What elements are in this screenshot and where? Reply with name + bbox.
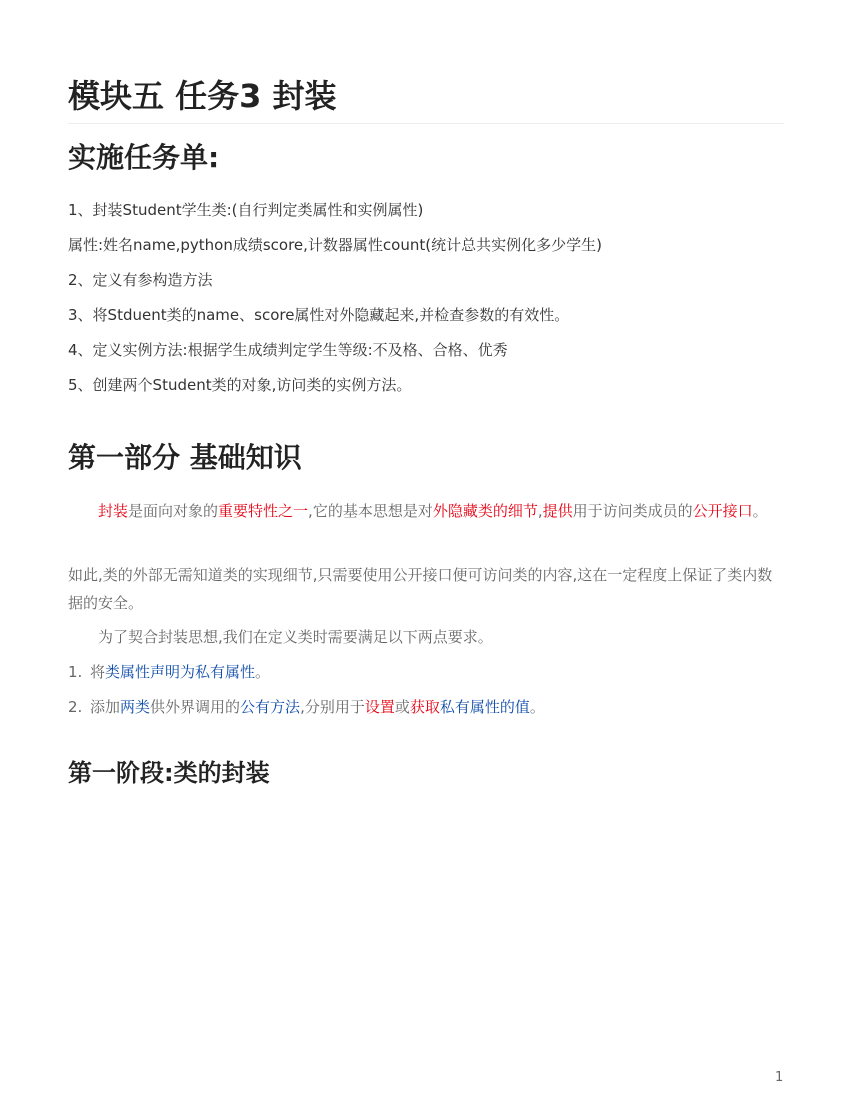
body-text: 供外界调用的 [150, 698, 241, 716]
paragraph-requirements-intro: 为了契合封装思想,我们在定义类时需要满足以下两点要求。 [98, 628, 493, 646]
body-text: 。 [529, 698, 545, 716]
highlight-text: 公有方法 [240, 698, 301, 716]
body-text: ,它的基本思想是对 [308, 502, 433, 520]
title-divider [68, 123, 784, 124]
highlight-text: 类属性声明为私有属性 [105, 663, 256, 681]
section1-heading: 第一部分 基础知识 [68, 441, 302, 474]
highlight-text: 公开接口 [692, 502, 753, 520]
task-line-5: 4、定义实例方法:根据学生成绩判定学生等级:不及格、合格、优秀 [68, 341, 508, 359]
highlight-text: 获取 [409, 698, 440, 716]
body-text: 用于访问类成员的 [572, 502, 693, 520]
highlight-text: 私有属性的值 [439, 698, 530, 716]
task-line-3: 2、定义有参构造方法 [68, 271, 213, 289]
highlight-text: 外隐藏类的细节 [432, 502, 538, 520]
highlight-text: 设置 [364, 698, 395, 716]
paragraph-data-security: 如此,类的外部无需知道类的实现细节,只需要使用公开接口便可访问类的内容,这在一定程度上保证了类内数据的安全。 [68, 566, 773, 612]
list-item-1 [68, 662, 784, 682]
body-text: 添加 [90, 698, 121, 716]
body-text: 。 [752, 502, 768, 520]
task-line-4: 3、将Stduent类的name、score属性对外隐藏起来,并检查参数的有效性。 [68, 306, 570, 324]
highlight-text: 提供 [542, 502, 573, 520]
body-text: ,分别用于 [300, 698, 365, 716]
task-line-6: 5、创建两个Student类的对象,访问类的实例方法。 [68, 376, 412, 394]
page-number: 1 [775, 1070, 784, 1085]
stage1-heading: 第一阶段:类的封装 [68, 759, 270, 787]
body-text: 或 [394, 698, 410, 716]
page-title: 模块五 任务3 封装 [68, 77, 337, 115]
document-page [68, 0, 784, 1100]
task-line-2: 属性:姓名name,python成绩score,计数器属性count(统计总共实例化多少学生) [68, 236, 602, 254]
list-number: 1. [68, 663, 83, 681]
task-heading: 实施任务单: [68, 141, 220, 174]
highlight-text: 重要特性之一 [218, 502, 309, 520]
highlight-text: 封装 [98, 502, 129, 520]
list-item-2 [68, 697, 784, 717]
list-number: 2. [68, 698, 83, 716]
body-text: 将 [90, 663, 106, 681]
task-line-1: 1、封装Student学生类:(自行判定类属性和实例属性) [68, 201, 424, 219]
body-text: 。 [255, 663, 271, 681]
body-text: 是面向对象的 [128, 502, 219, 520]
paragraph-encapsulation-definition [68, 497, 784, 525]
body-text: , [537, 502, 543, 520]
highlight-text: 两类 [120, 698, 151, 716]
